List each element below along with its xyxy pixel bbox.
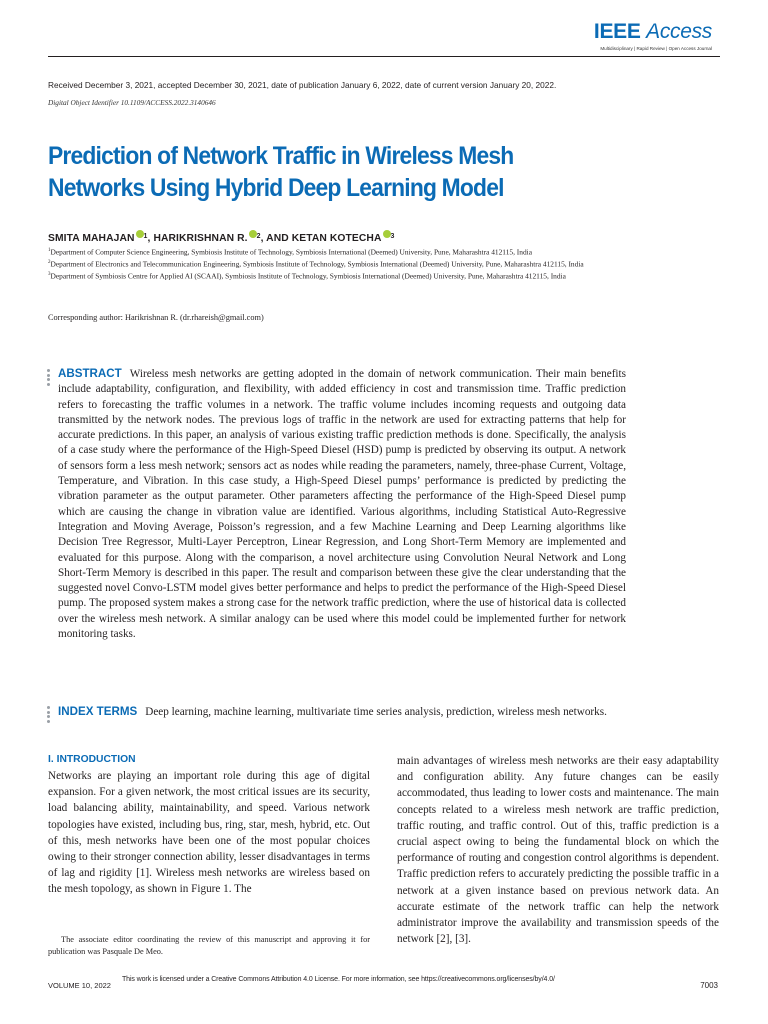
intro-paragraph-left: Networks are playing an important role during this age of digital expansion. For a given network, the most critical issues are its security, load balancing ability, maintainability, and speed. Various network topologies have existed, including bus, ring, star, mesh, hybrid, etc. Out of this, mesh networks have been one of the most popular choices owing to their stronger connection ability, lesser disadvantages in terms of lag and rigidity [1]. Wireless mesh networks are wireless based on the mesh topology, as shown in Figure 1. The: [48, 770, 370, 896]
journal-logo-text: [594, 21, 712, 43]
paper-title-line-2: Networks Using Hybrid Deep Learning Model: [48, 174, 504, 202]
index-terms-label: INDEX TERMS: [58, 705, 138, 718]
author-list: [48, 230, 395, 244]
doi[interactable]: Digital Object Identifier 10.1109/ACCESS.2022.3140646: [48, 98, 216, 107]
journal-tagline: Multidisciplinary | Rapid Review | Open Access Journal: [600, 46, 712, 51]
logo-access: Access: [646, 20, 712, 43]
left-column: [48, 753, 370, 898]
affiliation-number: 3: [48, 272, 51, 278]
author-affiliation-number: 2: [256, 233, 261, 240]
author-name: SMITA MAHAJAN: [48, 233, 135, 244]
abstract-label: ABSTRACT: [58, 367, 122, 380]
author-affiliation-number: 1: [143, 233, 148, 240]
abstract-dots-icon: [47, 369, 51, 387]
editor-footnote: The associate editor coordinating the review of this manuscript and approving it for publication was Pasquale De Meo.: [48, 935, 370, 956]
affiliation-text: Department of Electronics and Telecommunication Engineering, Symbiosis Institute of Technology, Symbiosis International (Deemed) University, Pune, Maharashtra 412115, India: [50, 259, 584, 269]
affiliation: [48, 246, 623, 257]
journal-logo: [594, 21, 712, 52]
author-separator: , AND: [260, 233, 292, 244]
paper-title: [48, 140, 624, 204]
orcid-icon[interactable]: [136, 230, 144, 238]
orcid-icon[interactable]: [383, 230, 391, 238]
affiliation-number: 2: [48, 260, 51, 266]
author-separator: ,: [147, 233, 154, 244]
footer-volume: VOLUME 10, 2022: [48, 981, 111, 990]
author-affiliation-number: 3: [390, 233, 395, 240]
index-terms: [58, 704, 626, 720]
intro-paragraph-right: main advantages of wireless mesh networks are their easy adaptability and configuration ability. Any future changes can be easily accommodated, thus leading to lower costs and maintenance. The main concepts related to a wireless mesh network are traffic prediction, traffic routing, and traffic control. Out of this, traffic prediction is a crucial aspect owing to being the fundamental block on which the performance of routing and congestion control algorithms is dependent. Traffic prediction refers to accurately predicting the possible traffic in a network at a given instance based on previous network data. An accurate estimate of the network traffic can help the network administrator improve the availability and transmission speeds of the network [2], [3].: [397, 755, 719, 946]
corresponding-author: Corresponding author: Harikrishnan R. (dr.rhareish@gmail.com): [48, 313, 264, 322]
affiliations: [48, 246, 623, 282]
section-heading: I. INTRODUCTION: [48, 754, 136, 765]
affiliation-text: Department of Computer Science Engineering, Symbiosis Institute of Technology, Symbiosis International (Deemed) University, Pune, Maharashtra 412115, India: [50, 247, 532, 257]
right-column: [397, 753, 719, 947]
orcid-icon[interactable]: [249, 230, 257, 238]
header-divider: [48, 56, 720, 57]
publication-dates: Received December 3, 2021, accepted December 30, 2021, date of publication January 6, 2022, date of current version January 20, 2022.: [48, 80, 557, 90]
logo-ieee: IEEE: [593, 20, 641, 43]
index-terms-text: Deep learning, machine learning, multivariate time series analysis, prediction, wireless mesh networks.: [145, 706, 607, 718]
abstract-text: Wireless mesh networks are getting adopted in the domain of network communication. Their main benefits include adaptability, configuration, and flexibility, with added efficiency in cost and transmission time. Traffic prediction refers to forecasting the traffic volumes in a network. The traffic volume includes incoming requests and outgoing data transmitted by the network nodes. The previous logs of traffic in the network are used for extracting patterns that help for accurate predictions. In this paper, an analysis of various existing traffic prediction methods is done. Specifically, the analysis of a case study where the performance of the High-Speed Diesel (HSD) pump is predicted by observing its output. A network of sensors form a less mesh network; sensors act as nodes while reading the parameters, namely, three-phase Current, Voltage, Temperature, and Vibration. In this case study, a High-Speed Diesel pumps’ performance is predicted by predicting the vibration parameter as the output parameter. Other parameters affecting the performance of the High-Speed Diesel pump which are causing the change in vibration value are identified. Various algorithms, including Statistical Auto-Regressive Integration and Moving Average, Poisson’s regression, and a few Machine Learning and Deep Learning algorithms like Decision Tree Regressor, Multi-Layer Perceptron, Linear Regression, and Long Short-Term Memory are implemented and evaluated for this purpose. Along with the comparison, a novel architecture using Convolution Neural Network and Long Short-Term Memory is described in this paper. The result and comparison between these give the clear understanding that the suggested novel Convo-LSTM model gives better performance and helps to predict the performance of the High-Speed Diesel pump. The proposed system makes a strong case for the network traffic prediction, where the use of historical data is collected over the wireless mesh network. A similar analogy can be used where this model could be implemented further for network monitoring tasks.: [58, 368, 626, 641]
affiliation-number: 1: [48, 248, 51, 253]
author-name: KETAN KOTECHA: [291, 233, 382, 244]
page-number: 7003: [700, 981, 718, 990]
paper-title-line-1: Prediction of Network Traffic in Wireless Mesh: [48, 142, 514, 170]
footer-license[interactable]: This work is licensed under a Creative Commons Attribution 4.0 License. For more information, see https://creativecommons.org/licenses/by/4.0/: [122, 976, 555, 983]
affiliation: [48, 258, 623, 269]
author-name: HARIKRISHNAN R.: [153, 233, 248, 244]
index-terms-dots-icon: [47, 706, 51, 724]
affiliation-text: Department of Symbiosis Centre for Applied AI (SCAAI), Symbiosis Institute of Technology, Symbiosis International (Deemed) University, Pune, Maharashtra 412115, India: [50, 271, 566, 281]
abstract: [58, 366, 626, 642]
affiliation: [48, 270, 623, 281]
